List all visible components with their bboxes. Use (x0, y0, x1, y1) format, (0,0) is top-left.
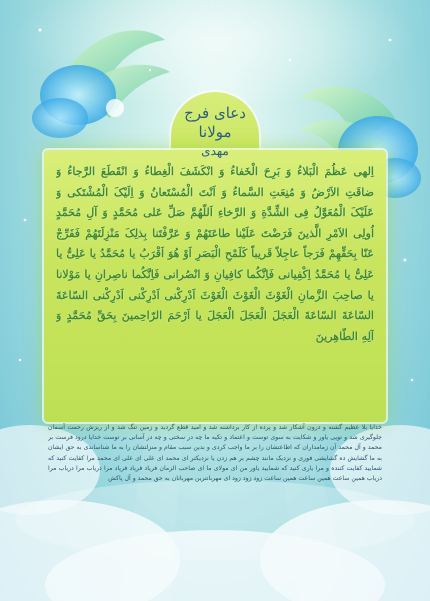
title-line-1: دعای فرج (184, 104, 246, 122)
title-line-2: مولانا (198, 123, 232, 141)
page-title (171, 104, 259, 161)
translation-text: خدایا بلا عظیم گشته و درون آشکار شد و پرده از کار برداشته شد و امید قطع گردید و زمین تنگ شد و از ریزش رحمت آسمان جلوگیری شد و تویی یاور و شکایت به سوی توست و اعتماد و تکیه ما چه در سختی و چه در آسانی بر توست خدایا درود فرست بر محمد و آل محمد آن زمامداران که اطاعتشان را بر ما واجب کردی و بدین سبب مقام و منزلتشان را به ما شناساندی به حق ایشان به ما گشایش ده گشایشی فوری و نزدیک مانند چشم بر هم زدن یا نزدیکتر ای محمد ای علی ای علی ای محمد مرا کفایت کنید که شمایید کفایت کننده و مرا یاری کنید که شمایید یاور من ای مولای ما ای صاحب الزمان فریاد فریاد فریاد مرا دریاب مرا دریاب مرا دریاب همین ساعت همین ساعت همین ساعت زود زود زود ای مهربانترین مهربانان به حق محمد و آل پاکش (48, 424, 382, 483)
prayer-text: اِلهی عَظُمَ الْبَلاءُ وَ بَرِحَ الْخَفاءُ وَ انْکَشَفَ الْغِطاءُ وَ انْقَطَعَ الرَّجاءُ وَ ضاقَتِ الاَرْضُ وَ مُنِعَتِ السَّماءُ وَ اَنْتَ الْمُسْتَعانُ وَ اِلَیْکَ الْمُشْتَکی وَ عَلَیْکَ الْمُعَوَّلُ فِی الشِّدَّةِ وَ الرَّخاءِ اَللّهُمَّ صَلِّ عَلی مُحَمَّدٍ وَ آلِ مُحَمَّدٍ اُولِی الاَمْرِ الَّذینَ فَرَضْتَ عَلَیْنا طاعَتَهُمْ وَ عَرَّفْتَنا بِذلِکَ مَنْزِلَتَهُمْ فَفَرِّجْ عَنّا بِحَقِّهِمْ فَرَجاً عاجِلاً قَریباً کَلَمْحِ الْبَصَرِ اَوْ هُوَ اَقْرَبُ یا مُحَمَّدُ یا عَلِیُّ یا عَلِیُّ یا مُحَمَّدُ اِکْفِیانی فَاِنَّکُما کافِیانِ وَ انْصُرانی فَاِنَّکُما ناصِرانِ یا مَوْلانا یا صاحِبَ الزَّمانِ الْغَوْثَ الْغَوْثَ الْغَوْثَ اَدْرِکْنی اَدْرِکْنی اَدْرِکْنی السّاعَةَ السّاعَةَ السّاعَةَ الْعَجَلَ الْعَجَلَ الْعَجَلَ یا اَرْحَمَ الرّاحِمینَ بِحَقِّ مُحَمَّدٍ وَ آلِهِ الطّاهِرینَ (56, 165, 374, 343)
title-line-3: مهدی (201, 144, 229, 158)
